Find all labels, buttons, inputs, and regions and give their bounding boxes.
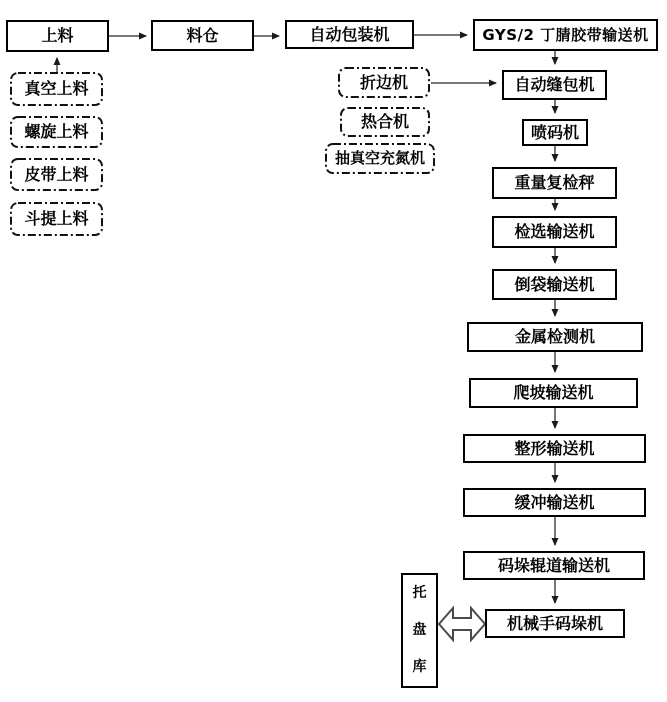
node-pallet-magazine: 托盘库 [401,573,438,688]
node-feeding: 上料 [6,20,109,52]
node-metal-detector: 金属检测机 [467,322,643,352]
node-bag-turning-conveyor: 倒袋输送机 [492,269,617,300]
node-inkjet-coder: 喷码机 [522,119,588,146]
node-edge-folding-machine: 折边机 [359,72,408,92]
node-silo: 料仓 [151,20,254,51]
node-incline-conveyor: 爬坡输送机 [469,378,638,408]
double-arrow-pallet-magazine-robot-palletizer [439,608,485,640]
node-vacuum-nitrogen-filling-machine: 抽真空充氮机 [334,149,425,168]
node-heat-sealing-machine: 热合机 [360,112,409,132]
node-vacuum-feeding: 真空上料 [24,79,89,99]
node-gys2-nitrile-belt-conveyor: GYS/2 丁腈胶带输送机 [473,19,658,51]
node-palletizing-roller-conveyor: 码垛辊道输送机 [463,551,645,580]
node-bucket-feeding: 斗提上料 [24,209,89,229]
node-sorting-conveyor: 检选输送机 [492,216,617,248]
node-shaping-conveyor: 整形输送机 [463,434,646,463]
node-belt-feeding: 皮带上料 [24,164,89,184]
node-auto-bag-sewing-machine: 自动缝包机 [502,70,607,100]
node-buffer-conveyor: 缓冲输送机 [463,488,646,517]
node-robot-palletizer: 机械手码垛机 [485,609,625,638]
node-auto-packing-machine: 自动包装机 [285,20,414,49]
node-weight-recheck-scale: 重量复检秤 [492,167,617,199]
node-screw-feeding: 螺旋上料 [24,122,89,142]
